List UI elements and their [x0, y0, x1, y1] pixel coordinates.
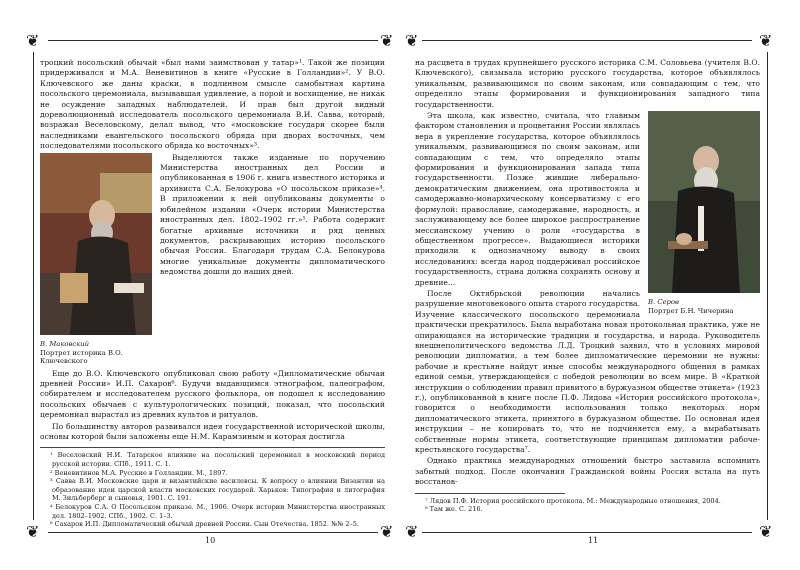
figure-caption-artist: В. Серов — [648, 298, 679, 307]
corner-ornament-icon: ❦ — [405, 31, 419, 50]
corner-ornament-icon: ❦ — [759, 522, 773, 541]
left-page — [40, 58, 385, 536]
corner-ornament-icon: ❦ — [405, 522, 419, 541]
klyuchevsky-portrait-icon — [40, 153, 152, 335]
paragraph: на расцвета в трудах крупнейшего русского историка С.М. Соловьева (учителя В.О. Ключевского), связывала историю русского государства, которое объявлялось уникальным, развивающимся по своим законам, или совпадающим с тем, что определяло этапы формирования и функционирования западного типа государственности. — [415, 58, 760, 109]
figure-chicherin — [648, 111, 760, 315]
frame-top-line-left — [48, 40, 378, 41]
footnote: ⁸ Там же. С. 216. — [425, 505, 483, 514]
footnote: ² Веневитинов М.А. Русские в Голландии. М., 1897. — [50, 468, 228, 477]
paragraph: Эта школа, как известно, считала, что главным фактором становления и процветания России являлась вера в укрепление государства, которое объявлялось уникальным, развивающимся по своим законам, или совпадающим с тем, что определяло этапы формирования и функционирования запада типа государственности. Позже жившие либерально-демократическим движением, она противостояла и самодержавно-монархическому консерватизму с его формулой: православие, самодержавие, народность, и заслуживающему все более широкое распространение мессианскому учению о роли «государства в общественном прогрессе». Выдающиеся историки приходили к однозначному выводу в своих исследованиях: всегда народ поддерживал российское государственность, страна должна сохранять основу и древние... — [415, 111, 640, 287]
right-page — [415, 58, 760, 536]
footnote: ⁴ Белокуров С.А. О Посольском приказе. М., 1906. Очерк истории Министерства иностранных дел. 1802–1902. СПб., 1902. С. 1–3. — [50, 502, 385, 520]
footnote: ⁶ Сахаров И.П. Дипломатический обычай древней России. Сын Отечества. 1852. №№ 2–5. — [50, 520, 360, 529]
figure-caption-artist: В. Маковский — [40, 340, 90, 349]
paragraph: Выделяются также изданные по поручению Министерства иностранных дел России и опубликованная в 1906 г. книга известного историка и архивиста С.А. Белокурова «О посольском приказе»⁴. В приложении к ней опубликованы документы о юбилейном издании «Очерк истории Министерства иностранных дел. 1802–1902 гг.»⁵. Работа содержит богатые архивные источники и ряд ценных документов, раскрывающих историю посольского обычая России. Благодаря трудам С.А. Белокурова многие уникальные документы дипломатического ведомства дошли до наших дней. — [160, 152, 385, 277]
frame-top-line-right — [422, 40, 752, 41]
footnotes — [40, 447, 385, 528]
footnote: ⁷ Лядов П.Ф. История российского протокола. М.: Международные отношения, 2004. — [425, 496, 721, 505]
footnote: ¹ Веселовский Н.И. Татарское влияние на посольский церемониал в московский период русской истории. СПб., 1911. С. 1. — [50, 451, 385, 468]
frame-right-line — [767, 52, 768, 520]
paragraph: троцкий посольский обычай «был нами заимствован у татар»¹. Такой же позиции придерживался и М.А. Веневитинов в книге «Русские в Голландии»². У В.О. Ключевского же даны краски, в подлинном смысле самобытная картина посольского церемониала, вызывавшая удивление, а порой и восхищение, не никак не осуждение западных наблюдателей. И прав был другой видный дореволюционный исследователь посольского церемониала В.И. Савва, который, возражая Веселовскому, делал вывод, что «московские государи скорее были наследниками евангельского посольского обряда при дворах восточных, чем последователями посольского обряда ко восточных»³. — [40, 58, 385, 151]
figure-klyuchevsky — [40, 153, 152, 366]
footnotes — [415, 493, 721, 514]
corner-ornament-icon: ❦ — [380, 31, 394, 50]
frame-left-line — [33, 52, 34, 520]
corner-ornament-icon: ❦ — [26, 31, 40, 50]
corner-ornament-icon: ❦ — [759, 31, 773, 50]
paragraph: После Октябрьской революции начались разрушение многовекового опыта старого государства. Изучение классического посольского церемониала практически прекратилось. Была выработана новая протокольная практика, уже не опирающаяся на исторические традиции и государства, и народа. Руководитель внешнеполитического ведомства Л.Д. Троцкий заявил, что в условиях мировой революции дипломатия, а тем более дипломатические церемонии не нужны: рабочие и крестьяне найдут иные способы международного общения в рамках единой семьи, утверждающейся с победой революции во всем мире. В «Краткой инструкции о соблюдении правил привитого в буржуазном обществе этикета» (1923 г.), опубликованной в книге после П.Ф. Лядова «История российского протокола», говорится о необходимости использования только некоторых норм дипломатического этикета, принятого в буржуазном обществе. По основная идея инструкции – не копировать то, что не подчиняется ему, а вырабатывать собственные нормы этикета, соответствующие принципам дипломатии рабоче-крестьянского государства⁷. — [415, 288, 760, 455]
chicherin-portrait-icon — [648, 111, 760, 293]
figure-caption: Портрет историка В.О. Ключевского — [40, 348, 123, 366]
page-number-left: 10 — [205, 536, 216, 545]
figure-caption: Портрет Б.Н. Чичерина — [648, 306, 734, 315]
corner-ornament-icon: ❦ — [26, 522, 40, 541]
footnote: ³ Савва В.И. Московские цари и византийские василевсы. К вопросу о влиянии Византии на образование идеи царской власти московских государей. Харьков: Типография и литография М. Зильберберг и сыновья, 1901. С. 191. — [50, 477, 385, 503]
paragraph: По большинству авторов развивался идея государственной исторической школы, основы которой были заложены еще Н.М. Карамзиным и которая достигла — [40, 421, 385, 441]
paragraph: Однако практика международных отношений быстро заставила вспомнить забытый подход. После окончания Гражданской войны Россия встала на путь восстанов- — [415, 456, 760, 487]
corner-ornament-icon: ❦ — [380, 522, 394, 541]
paragraph: Еще до В.О. Ключевского опубликовал свою работу «Дипломатические обычаи древней России» И.П. Сахаров⁶. Будучи выдающимся этнографом, палеографом, собирателем и исследователем русского фольклора, он подошел к исследованию посольских обычаев с культурологических позиций, показал, что посольский церемониал вырастал из древних культов и ритуалов. — [40, 368, 385, 420]
page-number-right: 11 — [588, 536, 599, 545]
